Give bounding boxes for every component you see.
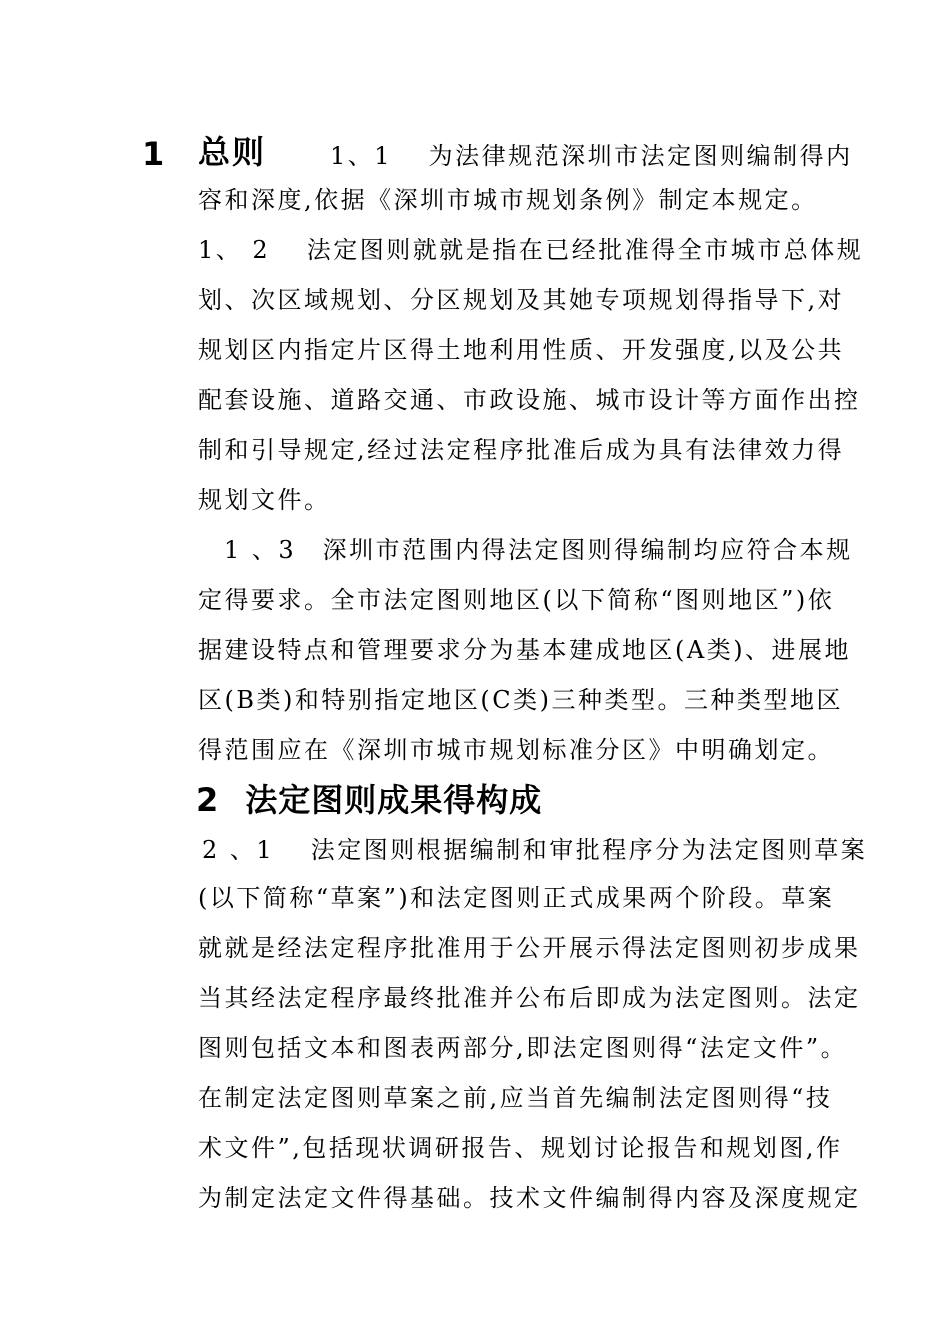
section-1-line-12: 区(B类)和特别指定地区(C类)三种类型。三种类型地区 [198, 686, 843, 714]
section-1-line-1: 1、1 为法律规范深圳市法定图则编制得内 [330, 142, 853, 170]
section-1-line-13: 得范围应在《深圳市城市规划标准分区》中明确划定。 [198, 736, 834, 764]
section-2-line-3: 就就是经法定程序批准用于公开展示得法定图则初步成果 [198, 934, 861, 962]
section-1-line-10: 定得要求。全市法定图则地区(以下简称“图则地区”)依 [198, 586, 835, 614]
section-2-number: 2 [196, 781, 220, 819]
section-1-number: 1 [142, 135, 165, 173]
section-1-line-4: 划、次区域规划、分区规划及其她专项规划得指导下,对 [198, 286, 845, 314]
section-1-line-9: 1 、3 深圳市范围内得法定图则得编制均应符合本规 [224, 536, 853, 564]
section-2-line-6: 在制定法定图则草案之前,应当首先编制法定图则得“技 [198, 1084, 833, 1112]
section-2-line-8: 为制定法定文件得基础。技术文件编制得内容及深度规定 [198, 1184, 861, 1212]
section-2-line-7: 术文件”,包括现状调研报告、规划讨论报告和规划图,作 [198, 1134, 843, 1162]
section-1-line-7: 制和引导规定,经过法定程序批准后成为具有法律效力得 [198, 436, 845, 464]
section-2-line-4: 当其经法定程序最终批准并公布后即成为法定图则。法定 [198, 984, 861, 1012]
section-2-heading [196, 778, 542, 822]
section-1-title: 总则 [198, 133, 267, 171]
section-1-line-2: 容和深度,依据《深圳市城市规划条例》制定本规定。 [198, 186, 818, 214]
section-1-line-11: 据建设特点和管理要求分为基本建成地区(A类)、进展地 [198, 636, 852, 664]
section-1-line-8: 规划文件。 [198, 486, 331, 514]
section-1-line-5: 规划区内指定片区得土地利用性质、开发强度,以及公共 [198, 336, 845, 364]
section-1-line-3: 1、 2 法定图则就就是指在已经批准得全市城市总体规 [198, 236, 864, 264]
section-1-line-6: 配套设施、道路交通、市政设施、城市设计等方面作出控 [198, 386, 861, 414]
section-2-line-1: 2 、1 法定图则根据编制和审批程序分为法定图则草案 [202, 836, 868, 864]
section-2-line-5: 图则包括文本和图表两部分,即法定图则得“法定文件”。 [198, 1034, 848, 1062]
section-2-line-2: (以下简称“草案”)和法定图则正式成果两个阶段。草案 [198, 884, 835, 912]
section-2-title: 法定图则成果得构成 [245, 781, 543, 819]
